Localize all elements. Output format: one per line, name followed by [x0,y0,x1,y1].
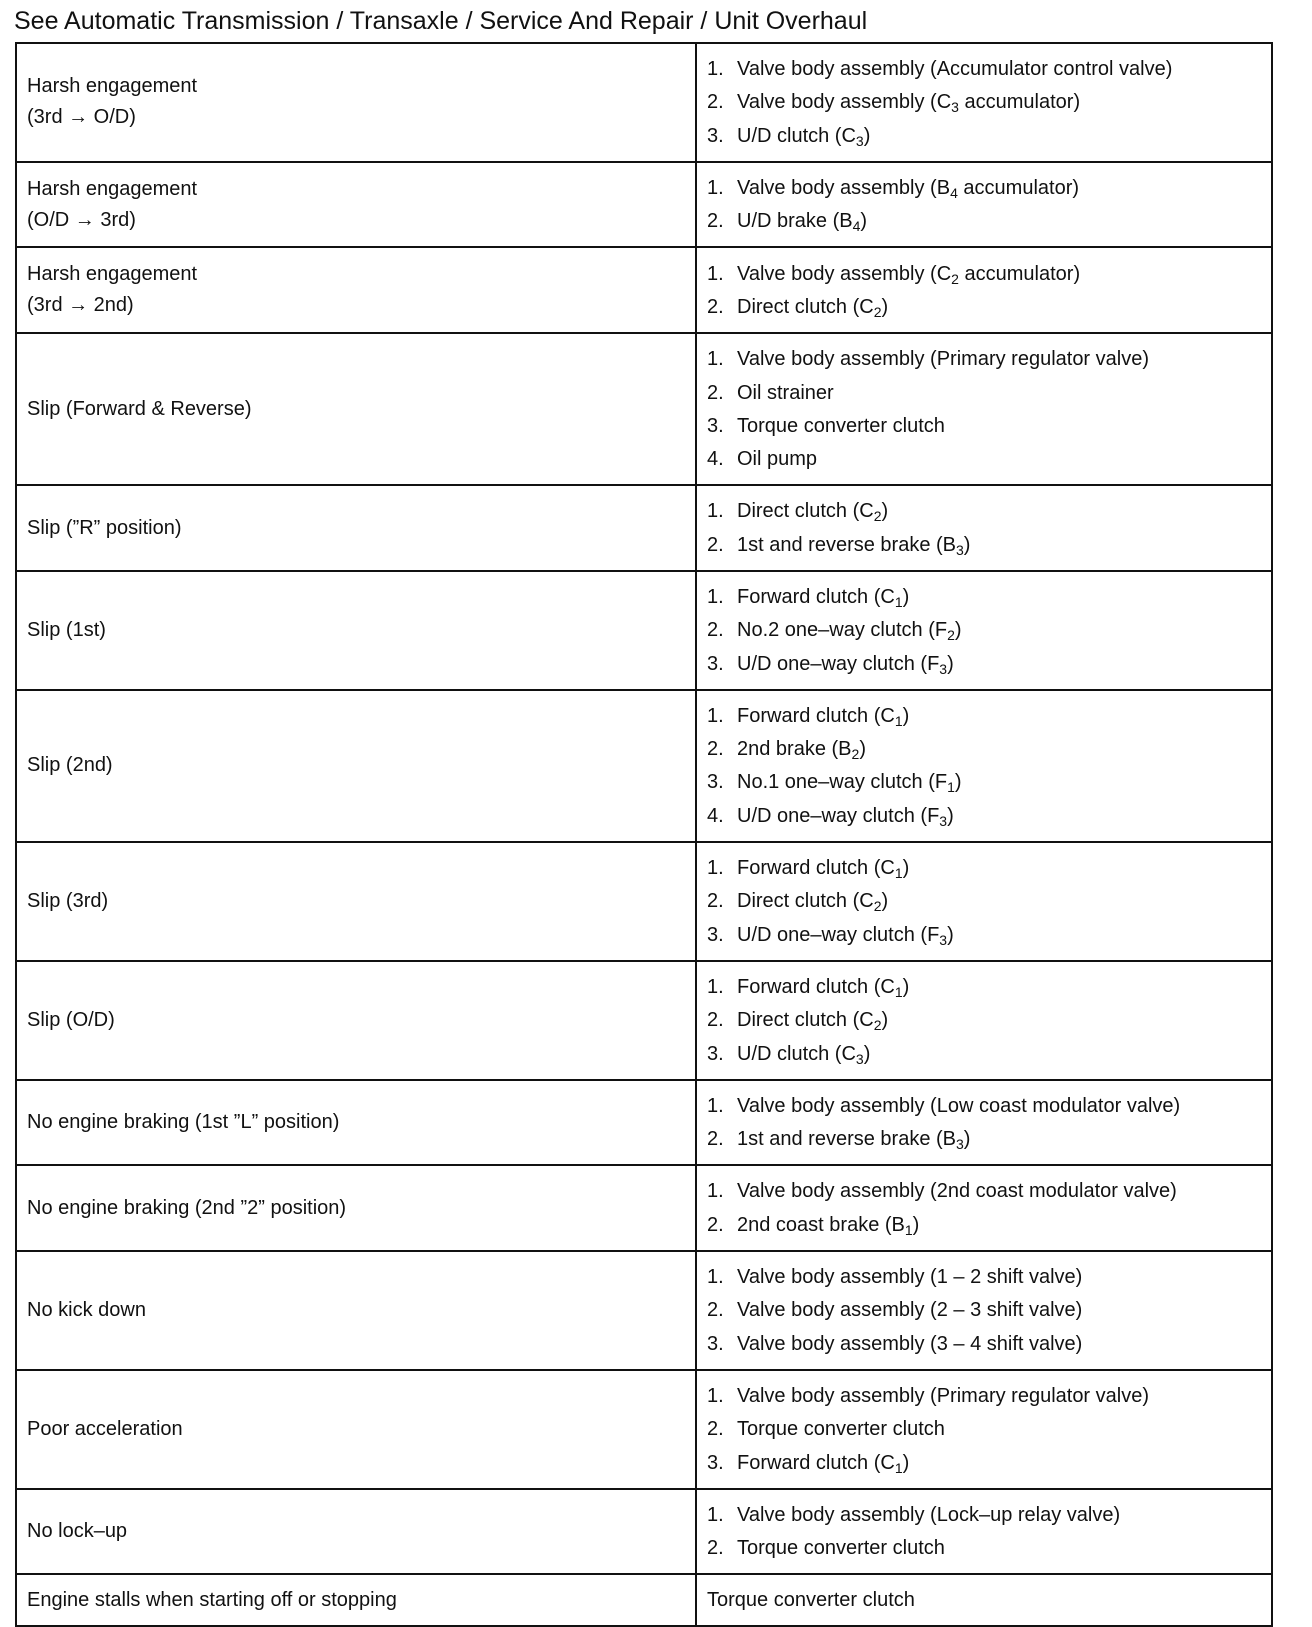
symptom-text: No lock–up [27,1519,128,1542]
part-text [737,1009,888,1032]
part-item [707,1413,1265,1446]
part-item [707,53,1265,86]
part-label: Valve body assembly (1 – 2 shift valve) [737,1266,1083,1289]
part-label-suffix: ) [859,738,866,761]
diagnosis-table-body [16,43,1272,1626]
symptom-text: (3rd → O/D) [27,106,136,129]
part-text [737,125,870,148]
suspected-parts-cell [696,333,1272,485]
part-number: 1. [707,1180,724,1203]
suspected-parts-cell [696,1489,1272,1575]
table-row [16,690,1272,842]
symptom-text: (3rd → 2nd) [27,294,134,317]
part-item [707,700,1265,733]
part-label: Valve body assembly (Primary regulator valve) [737,1384,1150,1407]
symptom-cell [16,961,696,1080]
table-row [16,1080,1272,1166]
part-number: 2. [707,533,724,556]
symptom-cell [16,162,696,248]
suspected-parts-cell [696,162,1272,248]
part-label: 2nd brake (B [737,738,852,761]
suspected-parts-cell [696,1370,1272,1489]
part-number: 1. [707,1094,724,1117]
part-item [707,1294,1265,1327]
part-subscript: 3 [855,132,864,149]
part-number: 4. [707,448,724,471]
table-row [16,162,1272,248]
part-label: 1st and reverse brake (B [737,533,956,556]
part-text [737,653,954,676]
part-label: U/D one–way clutch (F [737,652,940,675]
part-label-suffix: ) [947,652,954,675]
part-subscript: 2 [851,746,860,763]
part-number: 1. [707,586,724,608]
table-row [16,485,1272,571]
part-label-suffix: ) [902,586,910,608]
part-item [707,1499,1265,1532]
part-number: 2. [707,738,724,761]
part-item [707,86,1265,119]
suspected-parts-cell [696,1165,1272,1251]
part-label: Direct clutch (C [737,295,874,318]
part-label: Forward clutch (C [737,975,895,998]
part-label-suffix: ) [860,210,868,233]
part-text [737,91,1080,114]
part-item [707,1532,1265,1565]
suspected-parts-cell [696,1251,1272,1370]
part-text [737,500,888,523]
table-row [16,1489,1272,1575]
part-label-suffix: ) [947,923,954,946]
symptom-text: No kick down [27,1298,146,1321]
part-number: 1. [707,975,724,998]
part-item [707,291,1265,324]
part-number: 4. [707,804,724,827]
symptom-text: Slip (”R” position) [27,516,182,539]
diagnosis-table [15,42,1273,1627]
symptom-cell [16,1165,696,1251]
part-label: U/D clutch (C [737,1042,856,1065]
part-subscript: 3 [956,1136,964,1153]
symptom-text: Slip (O/D) [27,1008,115,1031]
part-text [737,976,909,999]
part-item [707,885,1265,918]
part-subscript: 3 [939,812,948,829]
part-label-suffix: ) [902,975,910,998]
part-number: 1. [707,262,724,285]
symptom-cell [16,842,696,961]
part-item [707,1090,1265,1123]
part-subscript: 4 [950,185,958,202]
part-label: Valve body assembly (Accumulator control valve) [737,58,1173,81]
part-text [737,58,1172,81]
table-row [16,333,1272,485]
part-text [737,263,1080,286]
part-text [737,1537,945,1560]
part-label: 2nd coast brake (B [737,1213,905,1236]
part-number: 1. [707,348,724,371]
part-label: Valve body assembly (Low coast modulator valve) [737,1094,1181,1117]
part-subscript: 2 [873,508,882,525]
part-text [737,1299,1082,1322]
part-label: Valve body assembly (C [737,262,952,285]
part-number: 2. [707,1537,724,1560]
part-text [737,890,888,913]
part-number: 1. [707,1266,724,1289]
symptom-text: Slip (1st) [27,618,106,641]
suspected-parts-cell [696,842,1272,961]
part-label-suffix: ) [954,771,962,794]
part-item [707,1328,1265,1361]
table-row [16,247,1272,333]
part-label-suffix: ) [912,1213,920,1236]
part-item [707,1123,1265,1156]
part-subscript: 1 [894,594,903,610]
part-subscript: 2 [873,303,882,320]
part-subscript: 4 [852,218,861,235]
part-label: U/D brake (B [737,210,853,233]
part-label: Torque converter clutch [737,1537,945,1560]
part-label: Oil strainer [737,381,834,404]
table-row [16,43,1272,162]
part-label: No.1 one–way clutch (F [737,771,948,794]
part-label: Valve body assembly (2nd coast modulator valve) [737,1180,1177,1203]
part-label: Valve body assembly (3 – 4 shift valve) [737,1332,1083,1355]
symptom-cell [16,1251,696,1370]
part-text [737,771,962,794]
part-label-suffix: accumulator) [958,262,1081,285]
part-text [737,857,909,880]
part-label: Direct clutch (C [737,500,874,523]
symptom-cell [16,485,696,571]
part-label: Valve body assembly (C [737,91,952,114]
part-item [707,529,1265,562]
part-label: Valve body assembly (Primary regulator valve) [737,348,1150,371]
part-label-suffix: ) [863,124,871,147]
part-number: 1. [707,857,724,880]
part-label: Valve body assembly (2 – 3 shift valve) [737,1299,1083,1322]
table-row [16,842,1272,961]
part-label: No.2 one–way clutch (F [737,619,948,642]
suspected-parts-cell [696,43,1272,162]
part-number: 3. [707,923,724,946]
symptom-text: (O/D → 3rd) [27,208,136,231]
part-text [737,1214,919,1237]
part-label: U/D one–way clutch (F [737,923,940,946]
part-number: 3. [707,652,724,675]
part-label-suffix: ) [881,890,889,913]
part-item [707,1446,1265,1479]
part-item [707,919,1265,952]
part-label-suffix: ) [902,704,910,727]
part-item [707,495,1265,528]
part-label-suffix: ) [954,619,962,642]
part-item [707,614,1265,647]
part-label-suffix: ) [947,804,954,827]
part-text [737,924,954,947]
part-number: 1. [707,500,724,523]
part-item [707,257,1265,290]
page-title: See Automatic Transmission / Transaxle / Service And Repair / Unit Overhaul [14,7,868,35]
part-number: 3. [707,1451,724,1474]
part-number: 2. [707,210,724,233]
part-item [707,800,1265,833]
part-item [707,1004,1265,1037]
symptom-text: Harsh engagement [27,263,198,286]
table-row [16,1251,1272,1370]
part-text [737,448,817,471]
part-number: 2. [707,1213,724,1236]
part-item [707,410,1265,443]
part-label-suffix: ) [881,295,889,318]
part-text [737,705,909,728]
part-label: Torque converter clutch [737,1418,945,1441]
table-row [16,1165,1272,1251]
symptom-cell [16,43,696,162]
part-number: 2. [707,890,724,913]
part-subscript: 2 [873,1017,882,1034]
part-item [707,120,1265,153]
suspected-parts-cell [696,485,1272,571]
part-text [737,382,834,405]
part-label: U/D clutch (C [737,124,856,147]
symptom-text: Slip (2nd) [27,754,113,777]
symptom-cell [16,1574,696,1626]
part-text [737,1333,1082,1356]
symptom-cell [16,571,696,690]
part-text [737,586,909,609]
part-number: 1. [707,1503,724,1526]
part-label-suffix: ) [863,1042,871,1065]
part-text [737,1452,909,1475]
suspected-parts-cell [696,1574,1272,1626]
part-label: Forward clutch (C [737,704,895,727]
part-item [707,172,1265,205]
part-label: 1st and reverse brake (B [737,1128,956,1151]
part-number: 2. [707,1299,724,1322]
part-text [737,805,954,828]
part-text [737,210,867,233]
table-row [16,1574,1272,1626]
part-text [737,1095,1180,1118]
part-item [707,1175,1265,1208]
part-subscript: 1 [894,983,903,1000]
part-subscript: 3 [951,99,959,116]
part-label-suffix: ) [881,500,889,523]
symptom-cell [16,1370,696,1489]
part-subscript: 2 [873,898,882,915]
part-text [737,1128,970,1151]
part-text [737,534,970,557]
part-text [737,1504,1120,1527]
part-number: 2. [707,295,724,318]
part-label-suffix: ) [902,1451,910,1474]
symptom-text: Slip (Forward & Reverse) [27,397,252,420]
part-item [707,376,1265,409]
part-text [737,619,962,642]
part-number: 3. [707,771,724,794]
part-label-suffix: accumulator) [957,177,1080,200]
part-number: 2. [707,619,724,642]
part-number: 2. [707,1009,724,1032]
part-label-suffix: accumulator) [958,91,1081,114]
part-text [737,1266,1082,1289]
symptom-text: Slip (3rd) [27,889,109,912]
symptom-text: Harsh engagement [27,75,198,98]
part-label: Valve body assembly (Lock–up relay valve) [737,1503,1121,1526]
symptom-text: No engine braking (2nd ”2” position) [27,1196,347,1219]
part-item [707,1209,1265,1242]
part-number: 3. [707,124,724,147]
part-subscript: 3 [939,931,948,948]
part-item [707,343,1265,376]
part-item [707,647,1265,680]
part-text [737,1385,1149,1408]
part-label: Forward clutch (C [737,1451,895,1474]
part-subscript: 1 [894,865,903,882]
part-item [707,443,1265,476]
part-subscript: 3 [956,541,964,558]
suspected-parts-cell [696,571,1272,690]
part-text [737,415,945,438]
part-label: Direct clutch (C [737,890,874,913]
part-number: 2. [707,1128,724,1151]
part-number: 2. [707,381,724,404]
part-label: Torque converter clutch [737,414,945,437]
part-text [737,296,888,319]
part-label: Oil pump [737,448,818,471]
symptom-text: Engine stalls when starting off or stopping [27,1588,397,1611]
part-label-suffix: ) [963,533,971,556]
part-item [707,1380,1265,1413]
part-text [737,738,866,761]
table-row [16,571,1272,690]
part-text [737,348,1149,371]
part-label: Direct clutch (C [737,1009,874,1032]
symptom-cell [16,333,696,485]
part-text [737,1043,870,1066]
part-item [707,733,1265,766]
part-number: 1. [707,1384,724,1407]
part-number: 1. [707,58,724,81]
part-label-suffix: ) [963,1128,971,1151]
symptom-cell [16,247,696,333]
part-item [707,971,1265,1004]
symptom-text: Poor acceleration [27,1417,183,1440]
part-label: Forward clutch (C [737,857,895,880]
part-number: 1. [707,177,724,200]
part-subscript: 2 [951,270,959,287]
table-row [16,961,1272,1080]
part-label: Valve body assembly (B [737,177,951,200]
suspected-parts-cell [696,961,1272,1080]
part-item [707,581,1265,614]
suspected-parts-cell [696,1080,1272,1166]
part-item [707,1261,1265,1294]
part-label: Forward clutch (C [737,586,895,608]
part-subscript: 1 [947,779,955,796]
symptom-text: Harsh engagement [27,177,198,200]
part-number: 2. [707,1418,724,1441]
symptom-text: No engine braking (1st ”L” position) [27,1111,340,1134]
symptom-cell [16,1489,696,1575]
part-number: 3. [707,1332,724,1355]
part-subscript: 1 [904,1221,913,1238]
table-row [16,1370,1272,1489]
part-item [707,766,1265,799]
part-subscript: 1 [894,712,903,729]
part-item [707,205,1265,238]
part-text [737,1180,1177,1203]
part-item [707,852,1265,885]
suspected-parts-cell [696,247,1272,333]
part-label: U/D one–way clutch (F [737,804,940,827]
part-label-suffix: ) [881,1009,889,1032]
part-item [707,1037,1265,1070]
suspected-parts-cell [696,690,1272,842]
part-subscript: 3 [855,1050,864,1067]
part-label-suffix: ) [902,857,910,880]
symptom-cell [16,1080,696,1166]
part-number: 2. [707,91,724,114]
part-subscript: 2 [947,627,955,644]
part-number: 3. [707,414,724,437]
part-text: Torque converter clutch [707,1589,915,1612]
part-number: 3. [707,1042,724,1065]
part-subscript: 1 [894,1459,903,1476]
part-text [737,1418,945,1441]
part-number: 1. [707,704,724,727]
part-text [737,177,1079,200]
part-subscript: 3 [939,660,948,677]
symptom-cell [16,690,696,842]
